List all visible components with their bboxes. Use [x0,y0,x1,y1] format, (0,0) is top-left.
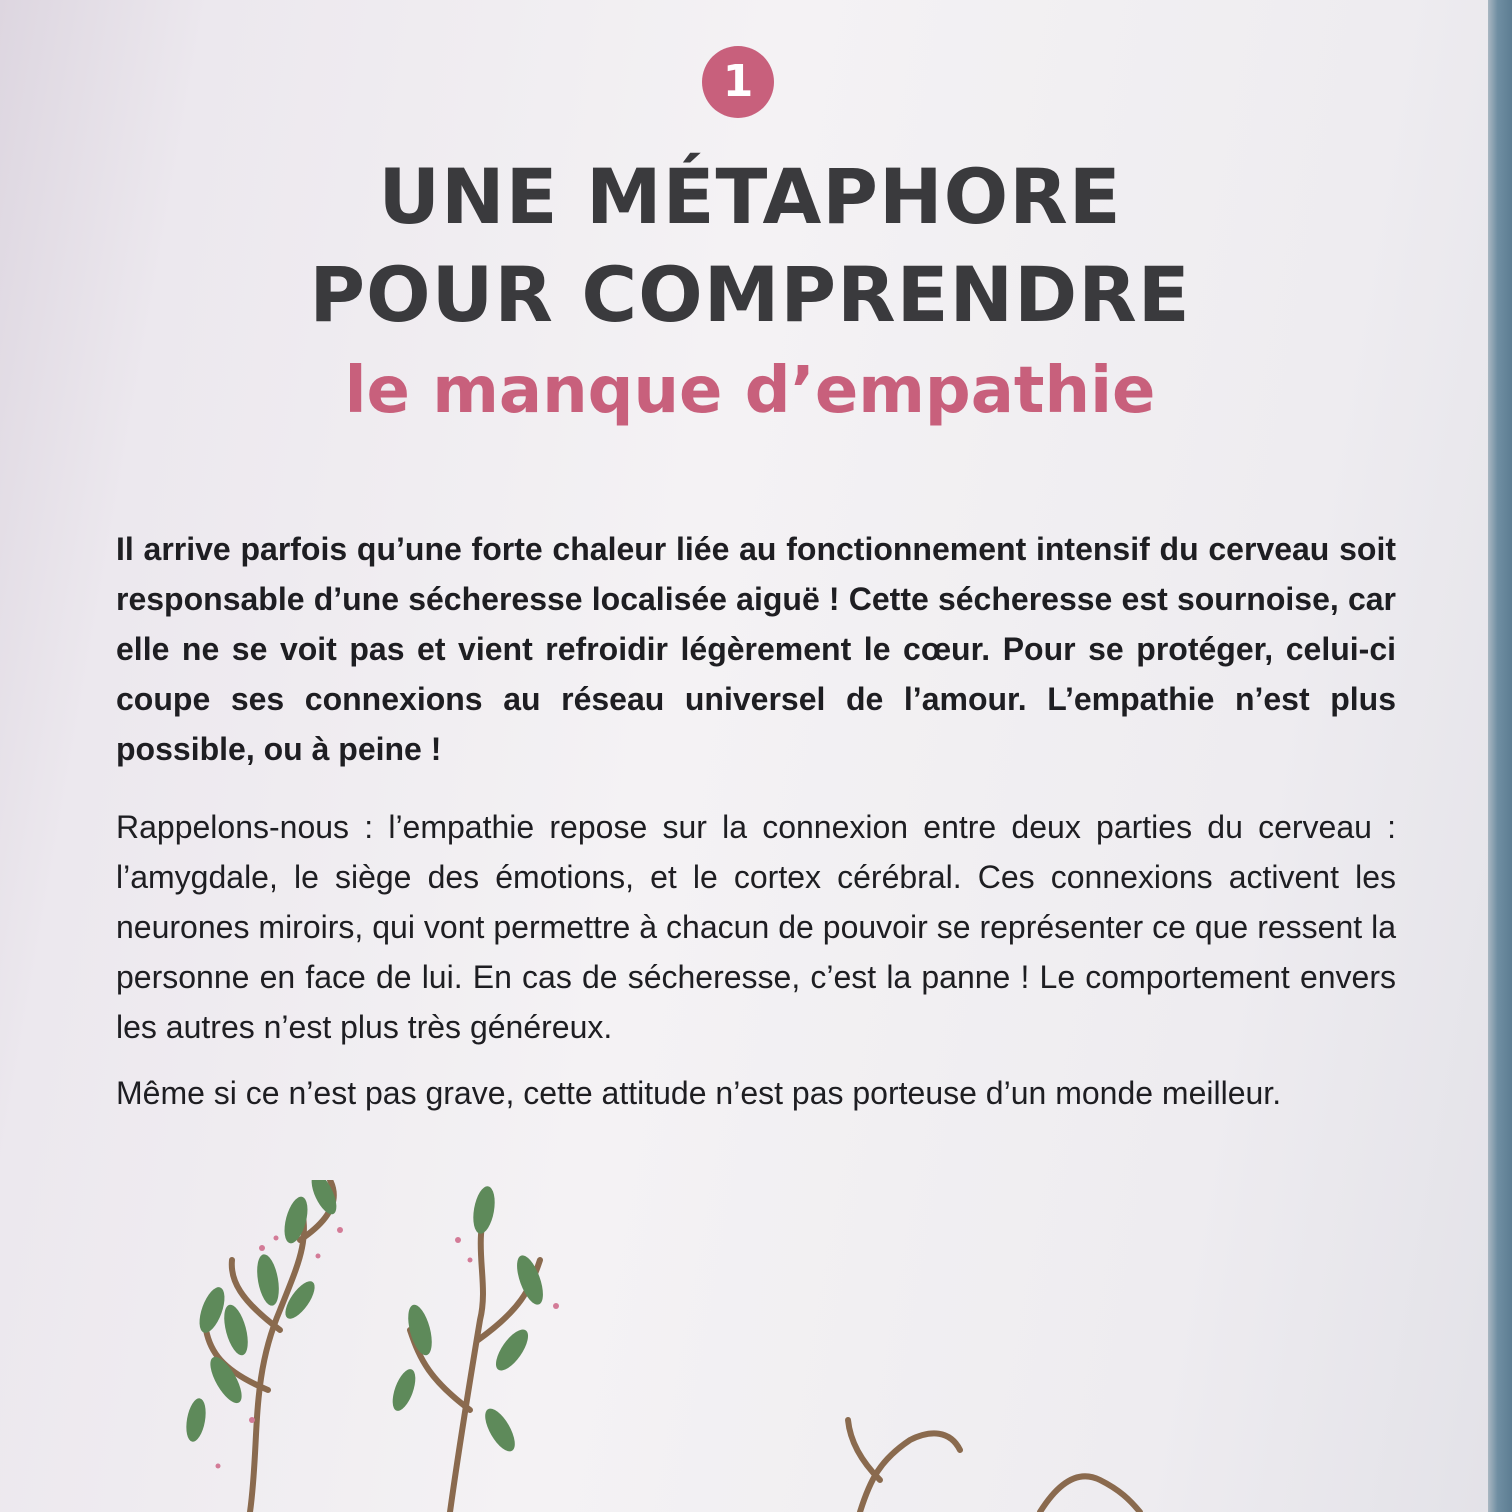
body-paragraph-3: Même si ce n’est pas grave, cette attitude n’est pas porteuse d’un monde meilleur. [116,1075,1282,1111]
body-paragraph-2: Rappelons-nous : l’empathie repose sur la connexion entre deux parties du cerveau : l’amygdale, le siège des émotions, et le cortex cérébral. Ces connexions activent les neurones miroirs, qui vont permettre à chacun de pouvoir se représenter ce que ressent la personne en face de lui. En cas de sécheresse, c’est la panne ! Le comportement envers les autres n’est plus très généreux. [116,809,1396,1045]
chapter-number: 1 [722,56,754,107]
sprout-right [848,1420,1140,1512]
branch-middle [410,1200,540,1512]
lead-paragraph: Il arrive parfois qu’une forte chaleur liée au fonctionnement intensif du cerveau soit responsable d’une sécheresse localisée aiguë ! Cette sécheresse est sournoise, car elle ne se voit pas et vient refroidir légèrement le cœur. Pour se protéger, celui-ci coupe ses connexions au réseau universel de l’amour. L’empathie n’est plus possible, ou à peine ! [116,531,1396,767]
plant-illustration [0,1180,1488,1512]
chapter-number-badge [702,46,774,118]
page-subtitle: le manque d’empathie [344,354,1156,428]
leaves [183,1180,548,1456]
page-edge [1488,0,1512,1512]
page-title-line-1: UNE MÉTAPHORE [378,152,1122,241]
branch-left [206,1180,334,1512]
page-title-line-2: POUR COMPRENDRE [309,250,1191,339]
